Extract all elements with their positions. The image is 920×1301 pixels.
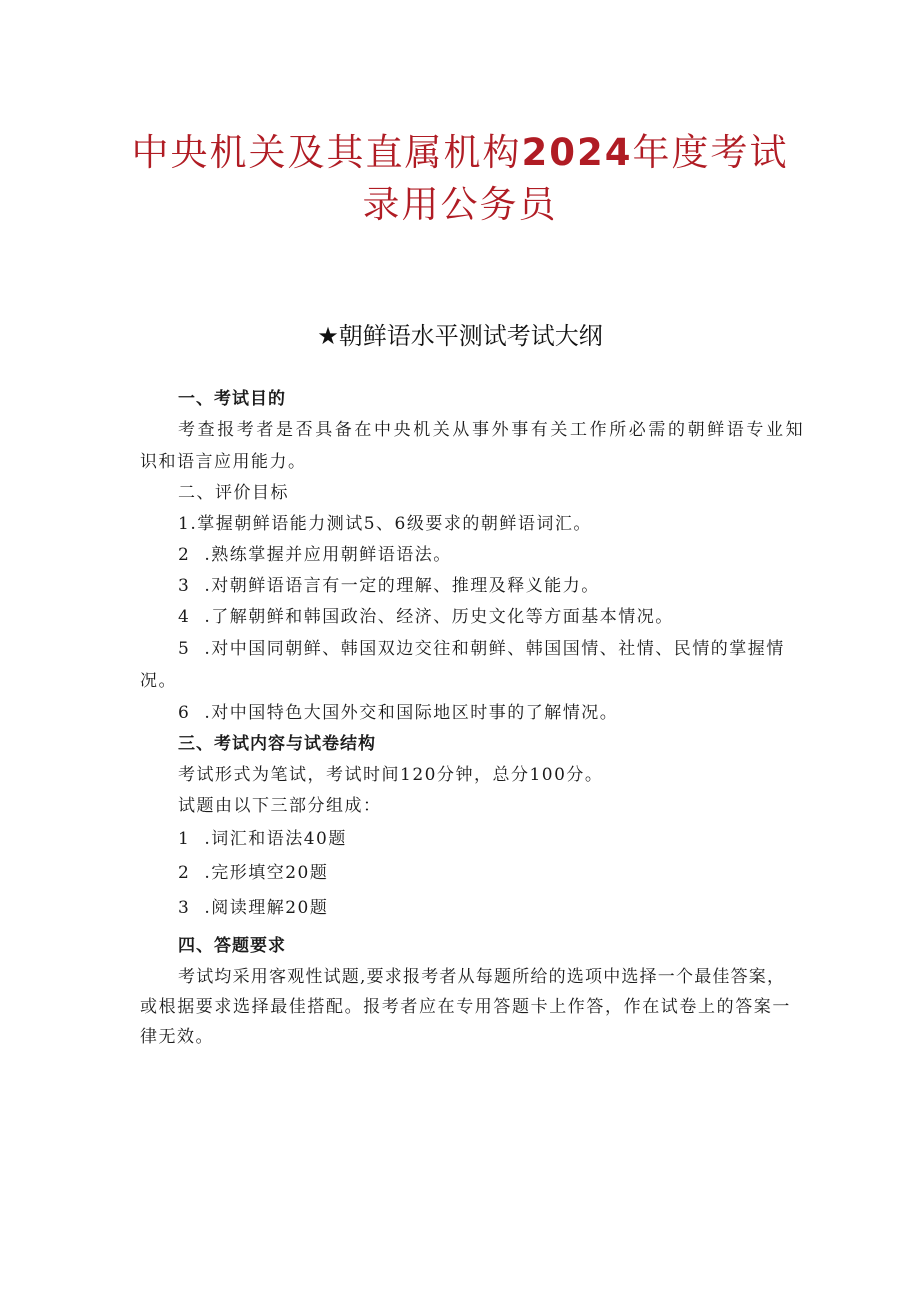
section4-paragraph-line2: 或根据要求选择最佳搭配。报考者应在专用答题卡上作答，作在试卷上的答案一 [140,997,791,1017]
section3-part-3 [178,897,328,919]
section1-heading: 一、考试目的 [178,389,286,409]
section4-paragraph-line1: 考试均采用客观性试题,要求报考者从每题所给的选项中选择一个最佳答案， [178,967,786,987]
document-title-line2: 录用公务员 [362,183,558,226]
title-suffix: 年度考试 [632,131,789,174]
section2-item-2 [178,544,452,566]
item-number: 3 [178,576,191,596]
item-number: 1 [178,829,191,849]
section3-part-2 [178,862,328,884]
item-text: 掌握朝鲜语能力测试5、6级要求的朝鲜语词汇。 [197,514,592,534]
item-text: .对中国同朝鲜、韩国双边交往和朝鲜、韩国国情、社情、民情的掌握情 [204,639,785,659]
section4-heading: 四、答题要求 [178,936,286,956]
section2-heading: 二、评价目标 [178,483,289,503]
section4-paragraph-line3: 律无效。 [140,1027,214,1047]
section1-paragraph-line2: 识和语言应用能力。 [140,452,307,472]
section2-item-1 [178,513,592,535]
item-number: 2 [178,545,191,565]
item-text: .词汇和语法40题 [204,829,347,849]
section3-part-1 [178,828,347,850]
item-number: 1. [178,514,198,534]
section3-heading: 三、考试内容与试卷结构 [178,734,376,754]
item-text: .对中国特色大国外交和国际地区时事的了解情况。 [204,703,619,723]
section2-item-6 [178,702,618,724]
document-subtitle [0,322,920,351]
title-year: 2024 [521,131,633,174]
title-prefix: 中央机关及其直属机构 [131,131,522,174]
item-text: .完形填空20题 [204,863,329,883]
section2-item-5-continued: 况。 [140,671,177,691]
item-text: .熟练掌握并应用朝鲜语语法。 [204,545,452,565]
section3-composition-intro: 试题由以下三部分组成： [178,796,382,816]
item-text: .对朝鲜语语言有一定的理解、推理及释义能力。 [204,576,600,596]
item-number: 2 [178,863,191,883]
document-title-line1 [0,131,920,174]
item-text: .阅读理解20题 [204,898,329,918]
star-icon: ★ [317,322,339,350]
section2-item-3 [178,575,600,597]
item-number: 3 [178,898,191,918]
section3-exam-format: 考试形式为笔试，考试时间120分钟，总分100分。 [178,765,604,785]
subtitle-text: 朝鲜语水平测试考试大纲 [338,322,603,350]
item-number: 4 [178,607,191,627]
section2-item-5 [178,638,785,660]
section2-item-4 [178,606,674,628]
item-number: 6 [178,703,191,723]
section1-paragraph-line1: 考查报考者是否具备在中央机关从事外事有关工作所必需的朝鲜语专业知 [178,420,806,440]
item-number: 5 [178,639,191,659]
item-text: .了解朝鲜和韩国政治、经济、历史文化等方面基本情况。 [204,607,674,627]
